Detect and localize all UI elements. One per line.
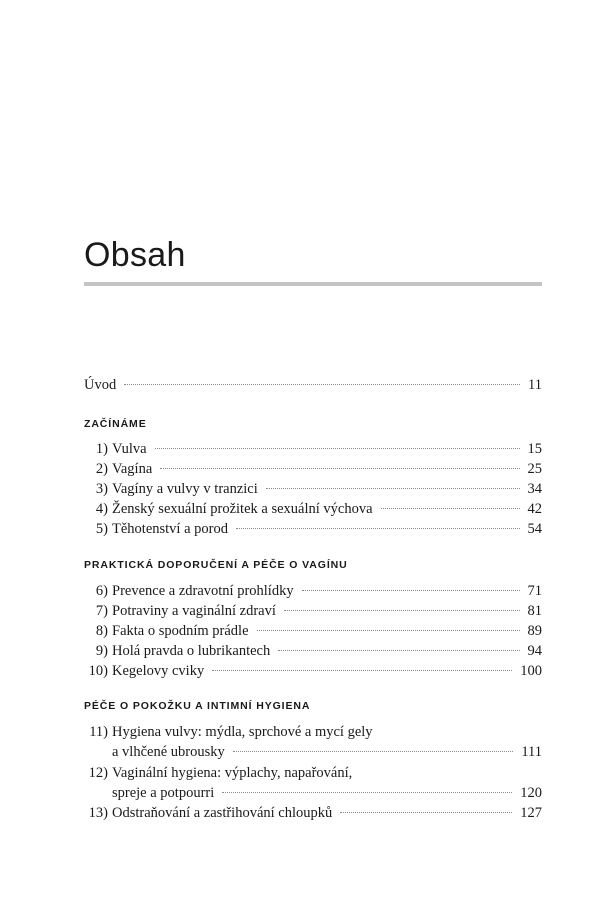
dot-leader: [233, 751, 514, 752]
toc-entry-page: 111: [521, 744, 542, 760]
section-heading: PÉČE O POKOŽKU A INTIMNÍ HYGIENA: [84, 700, 311, 712]
toc-entry-title: Odstraňování a zastřihování chloupků: [112, 805, 333, 821]
toc-entry[interactable]: [84, 600, 542, 622]
dot-leader: [124, 384, 520, 385]
dot-leader: [284, 610, 520, 611]
toc-entry-page: 71: [527, 583, 542, 599]
toc-entry-number: 6): [95, 583, 108, 599]
toc-entry-number: 1): [95, 441, 108, 457]
dot-leader: [266, 488, 520, 489]
toc-entry-title: Těhotenství a porod: [112, 521, 228, 537]
toc-entry-page: 11: [528, 377, 542, 393]
dot-leader: [222, 792, 512, 793]
toc-entry-number: 3): [95, 481, 108, 497]
page-title: Obsah: [84, 236, 186, 274]
toc-entry-title: Vagína: [112, 461, 153, 477]
toc-entry-page: 100: [520, 663, 542, 679]
toc-entry-page: 15: [527, 441, 542, 457]
toc-entry-title: Vulva: [112, 441, 147, 457]
section-heading: PRAKTICKÁ DOPORUČENÍ A PÉČE O VAGÍNU: [84, 559, 348, 571]
toc-entry-page: 89: [527, 623, 542, 639]
toc-entry-page: 120: [520, 785, 542, 801]
toc-entry[interactable]: [84, 580, 542, 602]
dot-leader: [160, 468, 519, 469]
toc-entry-page: 54: [527, 521, 542, 537]
toc-entry-title: Potraviny a vaginální zdraví: [112, 603, 276, 619]
dot-leader: [278, 650, 519, 651]
dot-leader: [257, 630, 520, 631]
dot-leader: [212, 670, 512, 671]
toc-entry-number: 9): [95, 643, 108, 659]
toc-entry-page: 25: [527, 461, 542, 477]
toc-entry-page: 81: [527, 603, 542, 619]
toc-entry[interactable]: [84, 478, 542, 500]
toc-entry-title: Vagíny a vulvy v tranzici: [112, 481, 258, 497]
toc-entry-title-cont: a vlhčené ubrousky: [112, 744, 225, 760]
toc-entry-number: 5): [95, 521, 108, 537]
toc-entry[interactable]: [84, 438, 542, 460]
toc-entry-title: Ženský sexuální prožitek a sexuální výchova: [112, 501, 373, 517]
toc-entry-title: Úvod: [84, 377, 117, 393]
toc-entry-title: Vaginální hygiena: výplachy, napařování,: [112, 765, 353, 781]
toc-entry[interactable]: [84, 518, 542, 540]
toc-entry-continuation[interactable]: [112, 741, 542, 763]
dot-leader: [236, 528, 520, 529]
dot-leader: [381, 508, 520, 509]
toc-entry-page: 34: [527, 481, 542, 497]
toc-entry[interactable]: [84, 640, 542, 662]
toc-entry-title: Hygiena vulvy: mýdla, sprchové a mycí gely: [112, 724, 373, 740]
toc-entry-number: 2): [95, 461, 108, 477]
toc-entry[interactable]: [84, 458, 542, 480]
toc-entry-continuation[interactable]: [112, 782, 542, 804]
toc-entry-number: 12): [88, 765, 108, 781]
toc-entry[interactable]: [84, 498, 542, 520]
toc-entry[interactable]: [84, 721, 542, 743]
toc-entry-number: 13): [88, 805, 108, 821]
toc-entry-number: 7): [95, 603, 108, 619]
toc-entry-number: 10): [88, 663, 108, 679]
dot-leader: [340, 812, 512, 813]
toc-entry-title: Holá pravda o lubrikantech: [112, 643, 271, 659]
toc-entry-title: Fakta o spodním prádle: [112, 623, 249, 639]
toc-entry-title: Kegelovy cviky: [112, 663, 205, 679]
toc-entry-page: 127: [520, 805, 542, 821]
section-heading: ZAČÍNÁME: [84, 418, 147, 430]
toc-entry-page: 42: [527, 501, 542, 517]
toc-entry[interactable]: [84, 762, 542, 784]
dot-leader: [155, 448, 520, 449]
toc-entry-page: 94: [527, 643, 542, 659]
toc-entry[interactable]: [84, 660, 542, 682]
toc-entry-title-cont: spreje a potpourri: [112, 785, 215, 801]
toc-entry[interactable]: [84, 620, 542, 642]
title-underline: [84, 282, 542, 286]
toc-entry-number: 11): [89, 724, 108, 740]
dot-leader: [302, 590, 520, 591]
toc-entry-number: 8): [95, 623, 108, 639]
toc-entry-title: Prevence a zdravotní prohlídky: [112, 583, 294, 599]
toc-entry[interactable]: [84, 802, 542, 824]
toc-entry-number: 4): [95, 501, 108, 517]
toc-entry-intro[interactable]: [84, 374, 542, 396]
